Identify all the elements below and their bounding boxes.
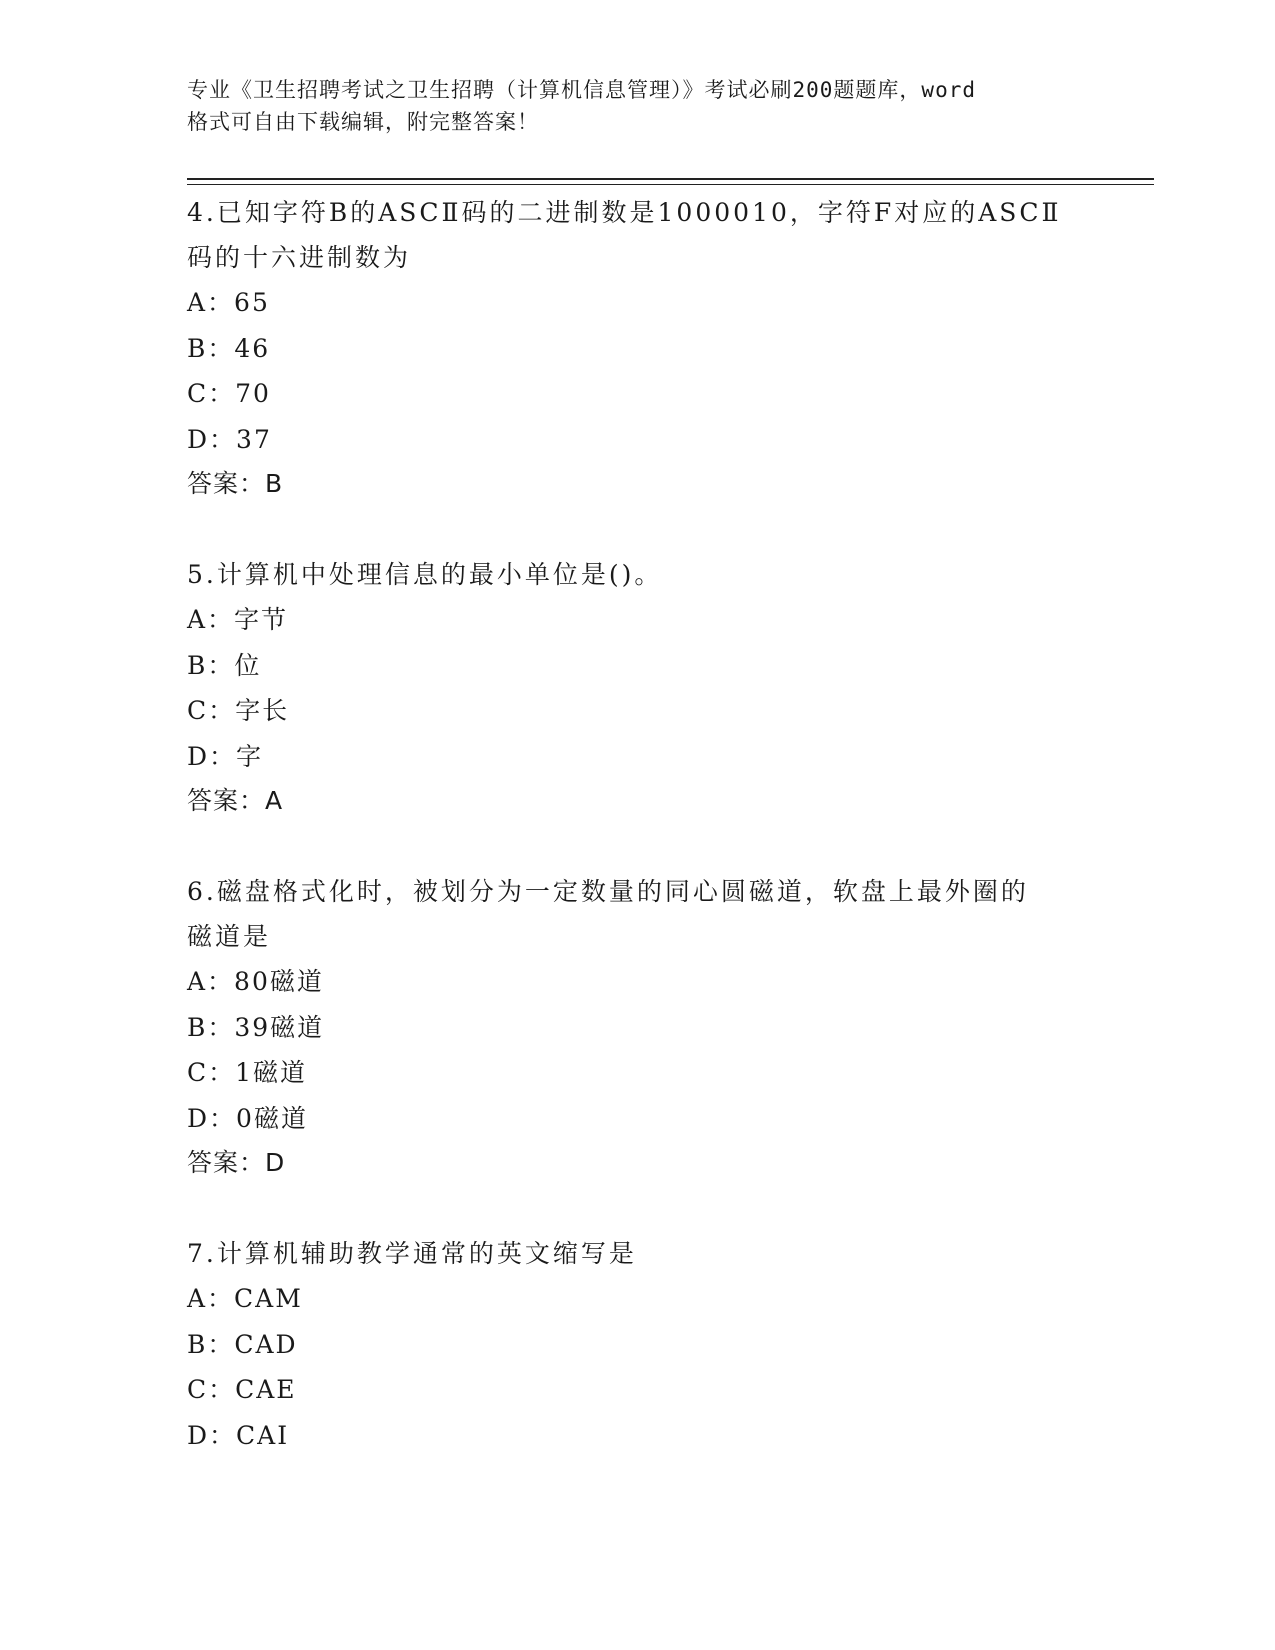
question-4 (187, 190, 1067, 506)
question-stem-line: 码的十六进制数为 (187, 243, 412, 272)
document-header (187, 74, 1087, 138)
question-stem-line: 7.计算机辅助教学通常的英文缩写是 (187, 1239, 637, 1268)
question-7 (187, 1231, 1067, 1458)
option-d: D：字 (187, 741, 264, 771)
option-c: C：70 (187, 379, 271, 408)
option-c: C：字长 (187, 696, 290, 725)
option-d: D：0磁道 (187, 1103, 308, 1133)
header-line-2: 格式可自由下载编辑，附完整答案！ (187, 110, 539, 134)
option-d: D：37 (187, 424, 272, 454)
option-a: A：80磁道 (187, 967, 324, 996)
question-6 (187, 869, 1067, 1185)
answer-line: 答案：B (187, 469, 284, 498)
question-stem-line: 5.计算机中处理信息的最小单位是()。 (187, 560, 663, 589)
option-b: B：39磁道 (187, 1012, 325, 1042)
answer-line: 答案：D (187, 1148, 286, 1177)
option-b: B：CAD (187, 1329, 298, 1359)
question-stem-line: 4.已知字符B的ASCⅡ码的二进制数是1000010，字符F对应的ASCⅡ (187, 198, 1062, 227)
answer-line: 答案：A (187, 786, 284, 815)
option-b: B：位 (187, 650, 262, 680)
header-divider-thick (187, 178, 1154, 180)
header-line-1: 专业《卫生招聘考试之卫生招聘（计算机信息管理）》考试必刷200题题库，word (187, 78, 976, 102)
header-divider-thin (187, 184, 1154, 185)
question-stem-line: 磁道是 (187, 922, 272, 951)
option-c: C：1磁道 (187, 1058, 308, 1087)
question-list (187, 190, 1067, 1504)
option-b: B：46 (187, 333, 271, 363)
option-a: A：字节 (187, 605, 289, 634)
option-a: A：65 (187, 288, 270, 317)
option-d: D：CAI (187, 1420, 290, 1450)
question-5 (187, 552, 1067, 823)
question-stem-line: 6.磁盘格式化时，被划分为一定数量的同心圆磁道，软盘上最外圈的 (187, 877, 1029, 906)
option-c: C：CAE (187, 1375, 297, 1404)
option-a: A：CAM (187, 1284, 303, 1313)
